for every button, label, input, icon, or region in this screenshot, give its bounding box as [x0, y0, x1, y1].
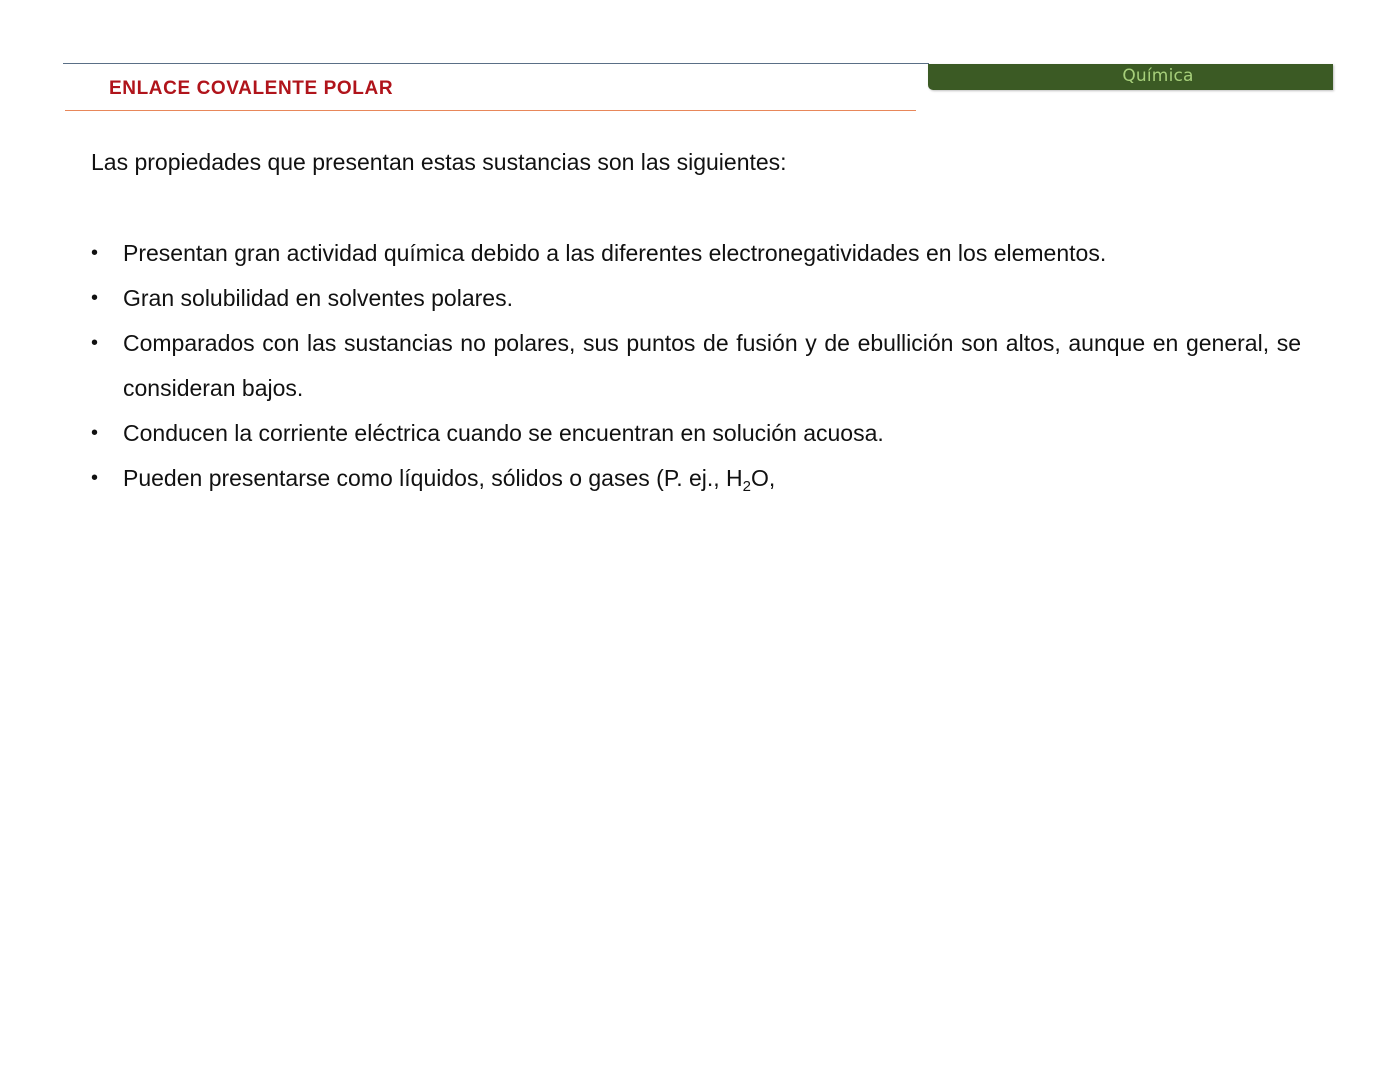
list-item	[91, 321, 1301, 411]
list-item-text	[123, 465, 776, 495]
bullet-icon: •	[91, 242, 99, 264]
list-item	[91, 276, 1301, 321]
bullet-icon: •	[91, 467, 99, 489]
intro-paragraph: Las propiedades que presentan estas sustancias son las siguientes:	[91, 149, 787, 175]
properties-list	[91, 231, 1301, 501]
formula-subscript: 2	[742, 478, 751, 495]
text-before-formula: Pueden presentarse como líquidos, sólidos o gases (P. ej., H	[123, 465, 743, 491]
list-item	[91, 231, 1301, 276]
list-item-text: Comparados con las sustancias no polares, sus puntos de fusión y de ebullición son altos, aunque en general, se consideran bajos.	[123, 330, 1301, 401]
section-title: ENLACE COVALENTE POLAR	[109, 78, 394, 99]
subject-banner	[928, 64, 1333, 90]
bullet-icon: •	[91, 422, 99, 444]
header-top-rule	[63, 63, 929, 64]
text-after-formula: O,	[751, 465, 776, 491]
list-item	[91, 456, 1301, 501]
list-item-text: Presentan gran actividad química debido a las diferentes electronegatividades en los elementos.	[123, 240, 1107, 266]
bullet-icon: •	[91, 332, 99, 354]
list-item-text: Gran solubilidad en solventes polares.	[123, 285, 513, 311]
list-item-text: Conducen la corriente eléctrica cuando se encuentran en solución acuosa.	[123, 420, 884, 446]
list-item	[91, 411, 1301, 456]
bullet-icon: •	[91, 287, 99, 309]
header-bottom-rule	[65, 110, 916, 111]
subject-label: Química	[1122, 66, 1194, 86]
